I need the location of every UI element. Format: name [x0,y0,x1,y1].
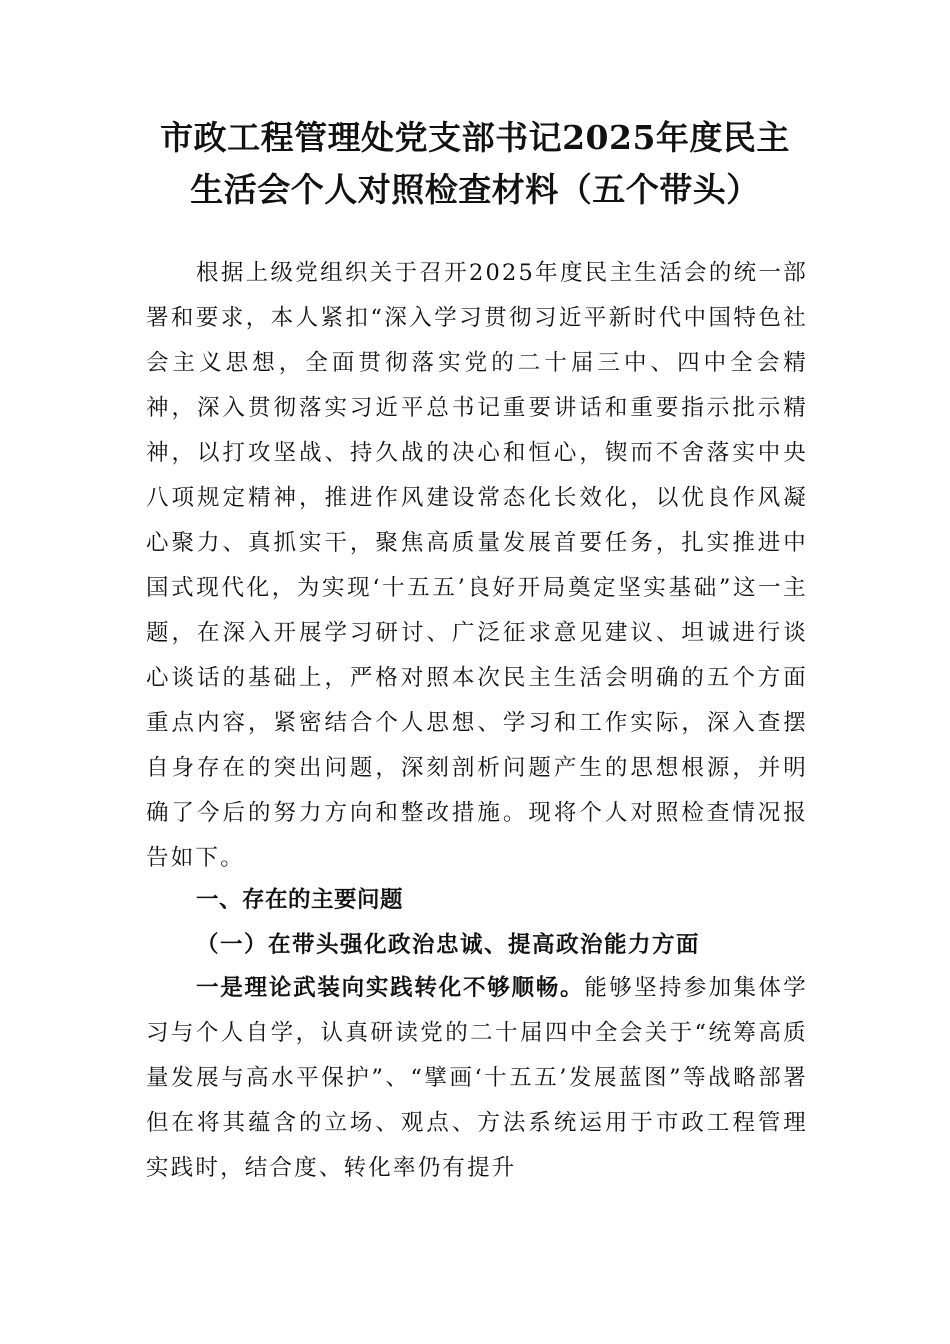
point-paragraph [146,966,808,1191]
title-line-1: 市政工程管理处党支部书记2025年度民主 [160,118,790,157]
section-heading: 一、存在的主要问题 [196,887,404,913]
document-title [140,112,810,216]
title-line-2: 生活会个人对照检查材料（五个带头） [190,170,760,209]
point-lead-sentence: 一是理论武装向实践转化不够顺畅。 [196,975,585,1001]
intro-paragraph: 根据上级党组织关于召开2025年度民主生活会的统一部署和要求，本人紧扣“深入学习贯彻习近平新时代中国特色社会主义思想，全面贯彻落实党的二十届三中、四中全会精神，深入贯彻落实习近平总书记重要讲话和重要指示批示精神，以打攻坚战、持久战的决心和恒心，锲而不舍落实中央八项规定精神，推进作风建设常态化长效化，以优良作风凝心聚力、真抓实干，聚焦高质量发展首要任务，扎实推进中国式现代化，为实现‘十五五’良好开局奠定坚实基础”这一主题，在深入开展学习研讨、广泛征求意见建议、坦诚进行谈心谈话的基础上，严格对照本次民主生活会明确的五个方面重点内容，紧密结合个人思想、学习和工作实际，深入查摆自身存在的突出问题，深刻剖析问题产生的思想根源，并明确了今后的努力方向和整改措施。现将个人对照检查情况报告如下。 [146,260,808,871]
point-body-text: 能够坚持参加集体学习与个人自学，认真研读党的二十届四中全会关于“统筹高质量发展与高水平保护”、“擘画‘十五五’发展蓝图”等战略部署但在将其蕴含的立场、观点、方法系统运用于市政工程管理实践时，结合度、转化率仍有提升 [146,975,808,1181]
subsection-heading: （一）在带头强化政治忠诚、提高政治能力方面 [196,932,701,958]
